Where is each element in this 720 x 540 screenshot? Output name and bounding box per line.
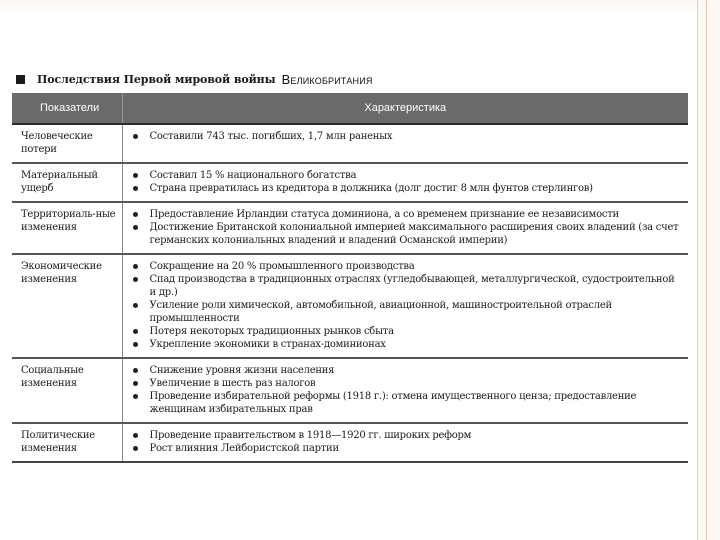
- list-item: Проведение избирательной реформы (1918 г.): отмена имущественного ценза; предоставление женщинам избирательных прав: [130, 390, 684, 416]
- list-item: Достижение Британской колониальной империей максимального расширения своих владений (за счет германских колониальных владений и владений Османской империи): [130, 221, 684, 247]
- row-characteristics: [122, 254, 688, 358]
- characteristics-list: [130, 130, 684, 143]
- list-item: Рост влияния Лейбористской партии: [130, 442, 684, 455]
- table-row: [12, 423, 688, 462]
- list-item: Страна превратилась из кредитора в должника (долг достиг 8 млн фунтов стерлингов): [130, 182, 684, 195]
- row-characteristics: [122, 124, 688, 163]
- row-characteristics: [122, 202, 688, 254]
- header-indicators: Показатели: [12, 93, 122, 124]
- list-item: Спад производства в традиционных отраслях (угледобывающей, металлургической, судостроительной и др.): [130, 273, 684, 299]
- list-item: Укрепление экономики в странах-доминионах: [130, 338, 684, 351]
- row-indicator: Человеческие потери: [12, 124, 122, 163]
- list-item: Увеличение в шесть раз налогов: [130, 377, 684, 390]
- table-row: [12, 124, 688, 163]
- frame-line-left: [697, 0, 698, 540]
- row-indicator: Материальный ущерб: [12, 163, 122, 202]
- title-country: Великобритания: [281, 71, 373, 87]
- row-characteristics: [122, 423, 688, 462]
- table-row: [12, 202, 688, 254]
- row-indicator: Политические изменения: [12, 423, 122, 462]
- row-characteristics: [122, 163, 688, 202]
- characteristics-list: [130, 429, 684, 455]
- row-characteristics: [122, 358, 688, 423]
- header-characteristics: Характеристика: [122, 93, 688, 124]
- list-item: Составил 15 % национального богатства: [130, 169, 684, 182]
- list-item: Усиление роли химической, автомобильной, авиационной, машиностроительной отраслей промышленности: [130, 299, 684, 325]
- list-item: Потеря некоторых традиционных рынков сбыта: [130, 325, 684, 338]
- slide-top-frame: [0, 0, 720, 12]
- table-row: [12, 358, 688, 423]
- characteristics-list: [130, 260, 684, 351]
- title-main: Последствия Первой мировой войны: [37, 72, 276, 86]
- table-header-row: [12, 93, 688, 124]
- slide-right-frame: [697, 0, 720, 540]
- list-item: Проведение правительством в 1918—1920 гг. широких реформ: [130, 429, 684, 442]
- table-row: [12, 163, 688, 202]
- list-item: Сокращение на 20 % промышленного производства: [130, 260, 684, 273]
- list-item: Предоставление Ирландии статуса доминиона, а со временем признание ее независимости: [130, 208, 684, 221]
- row-indicator: Экономические изменения: [12, 254, 122, 358]
- list-item: Составили 743 тыс. погибших, 1,7 млн раненых: [130, 130, 684, 143]
- square-bullet-icon: [16, 75, 25, 84]
- consequences-table: [12, 93, 688, 463]
- slide-title: [16, 70, 373, 88]
- characteristics-list: [130, 364, 684, 416]
- table-row: [12, 254, 688, 358]
- list-item: Снижение уровня жизни населения: [130, 364, 684, 377]
- characteristics-list: [130, 169, 684, 195]
- characteristics-list: [130, 208, 684, 247]
- row-indicator: Территориаль-ные изменения: [12, 202, 122, 254]
- frame-line-right: [706, 0, 707, 540]
- row-indicator: Социальные изменения: [12, 358, 122, 423]
